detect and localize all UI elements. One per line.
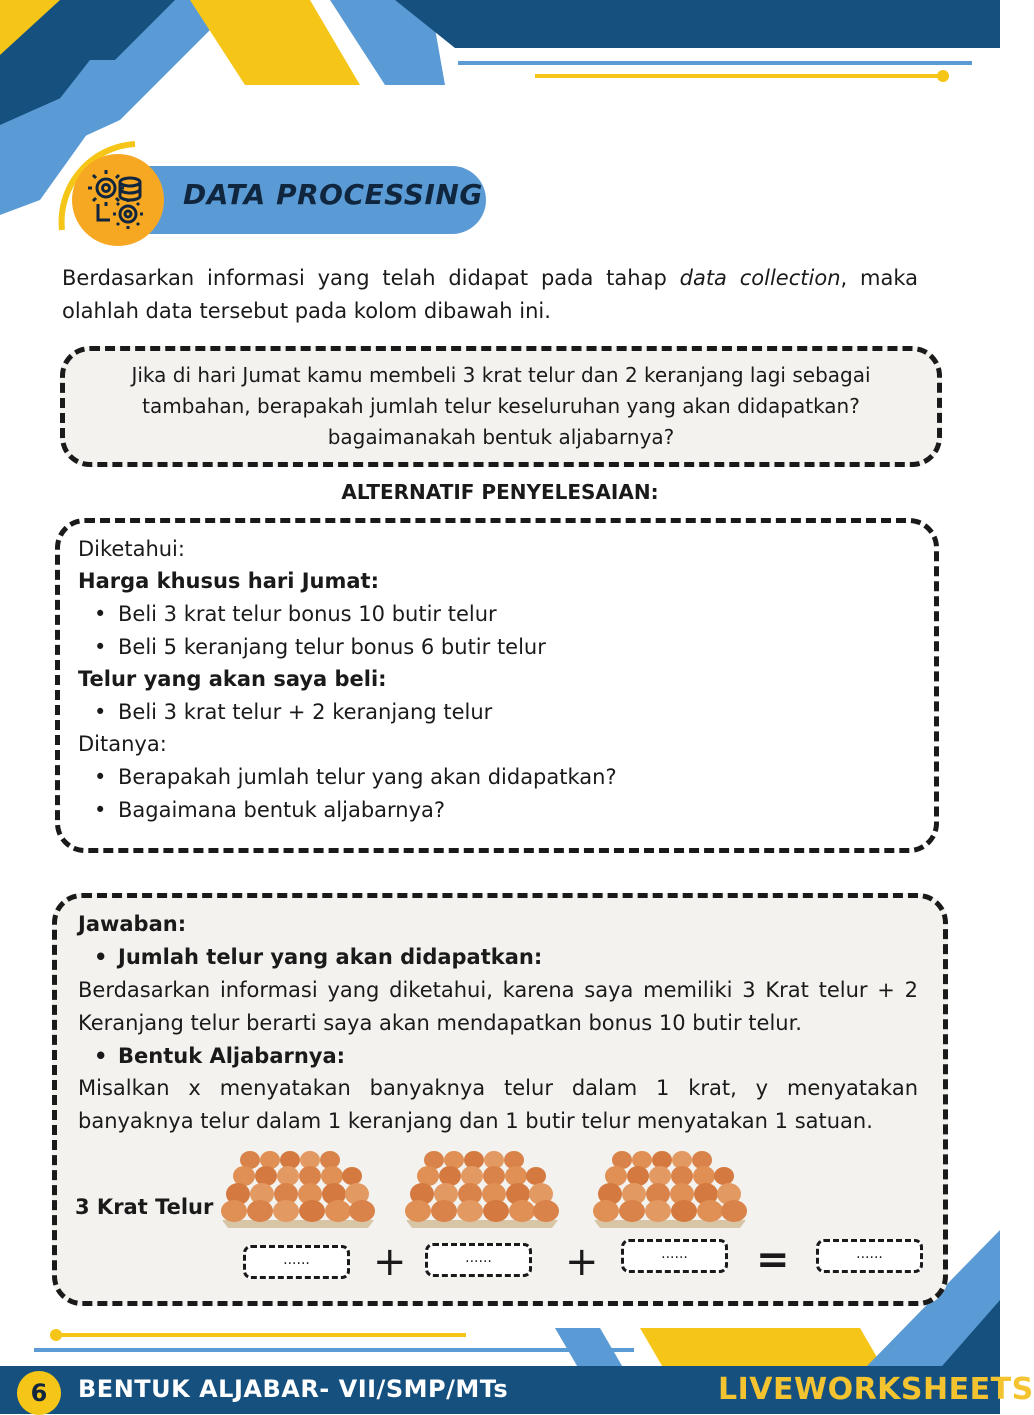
section-icon-circle — [72, 154, 164, 246]
asked-label: Ditanya: — [78, 732, 167, 756]
top-thin-yellow-line — [535, 74, 945, 78]
plus-sign: + — [373, 1239, 407, 1285]
purchase-item: • Beli 3 krat telur + 2 keranjang telur — [118, 697, 492, 727]
top-yellow-band — [190, 0, 360, 85]
intro-text-start: Berdasarkan informasi yang telah didapat pada tahap — [62, 266, 680, 290]
total-eggs-heading: • Jumlah telur yang akan didapatkan: — [118, 942, 542, 972]
equals-sign: = — [756, 1237, 790, 1283]
intro-text-end: , maka olahlah data tersebut pada kolom dibawah ini. — [62, 266, 918, 323]
bottom-thin-blue-line — [34, 1348, 634, 1352]
algebra-text: Misalkan x menyatakan banyaknya telur dalam 1 krat, y menyatakan banyaknya telur dalam 1 keranjang dan 1 butir telur menyatakan 1 satuan. — [78, 1076, 918, 1133]
egg-crate-image — [590, 1148, 750, 1230]
footer-title: BENTUK ALJABAR- VII/SMP/MTs — [78, 1375, 509, 1403]
top-line-dot — [937, 70, 949, 82]
alternative-solution-heading: ALTERNATIF PENYELESAIAN: — [341, 480, 659, 504]
crate-label: 3 Krat Telur — [75, 1195, 214, 1219]
bottom-line-dot — [50, 1329, 62, 1341]
answer-blank-4[interactable]: ...... — [816, 1239, 923, 1273]
intro-italic-term: data collection — [679, 266, 841, 290]
algebra-heading: • Bentuk Aljabarnya: — [118, 1041, 345, 1071]
top-navy-band — [395, 0, 1000, 48]
page-number: 6 — [17, 1371, 61, 1415]
top-thin-blue-line — [458, 61, 972, 65]
answer-blank-3[interactable]: ...... — [621, 1239, 728, 1273]
answer-blank-1[interactable]: ...... — [243, 1245, 350, 1279]
data-processing-gears-icon — [72, 154, 164, 246]
plus-sign: + — [565, 1239, 599, 1285]
special-price-heading: Harga khusus hari Jumat: — [78, 569, 379, 593]
total-eggs-text: Berdasarkan informasi yang diketahui, karena saya memiliki 3 Krat telur + 2 Keranjang telur berarti saya akan mendapatkan bonus 10 butir telur. — [78, 978, 918, 1035]
egg-crate-image — [218, 1148, 378, 1230]
intro-paragraph — [62, 262, 918, 328]
purchase-heading: Telur yang akan saya beli: — [78, 667, 387, 691]
answer-label: Jawaban: — [78, 912, 187, 936]
bottom-thin-yellow-line — [56, 1333, 466, 1337]
asked-item: • Berapakah jumlah telur yang akan didapatkan? — [118, 762, 617, 792]
liveworksheets-watermark: LIVEWORKSHEETS — [718, 1372, 1034, 1407]
question-text: Jika di hari Jumat kamu membeli 3 krat telur dan 2 keranjang lagi sebagai tambahan, berapakah jumlah telur keseluruhan yang akan didapatkan? bagaimanakah bentuk aljabarnya? — [131, 363, 871, 449]
special-price-item: • Beli 5 keranjang telur bonus 6 butir telur — [118, 632, 546, 662]
known-label: Diketahui: — [78, 537, 185, 561]
section-title: DATA PROCESSING — [183, 178, 483, 211]
asked-item: • Bagaimana bentuk aljabarnya? — [118, 795, 445, 825]
answer-blank-2[interactable]: ...... — [425, 1243, 532, 1277]
egg-crate-image — [402, 1148, 562, 1230]
special-price-item: • Beli 3 krat telur bonus 10 butir telur — [118, 599, 497, 629]
